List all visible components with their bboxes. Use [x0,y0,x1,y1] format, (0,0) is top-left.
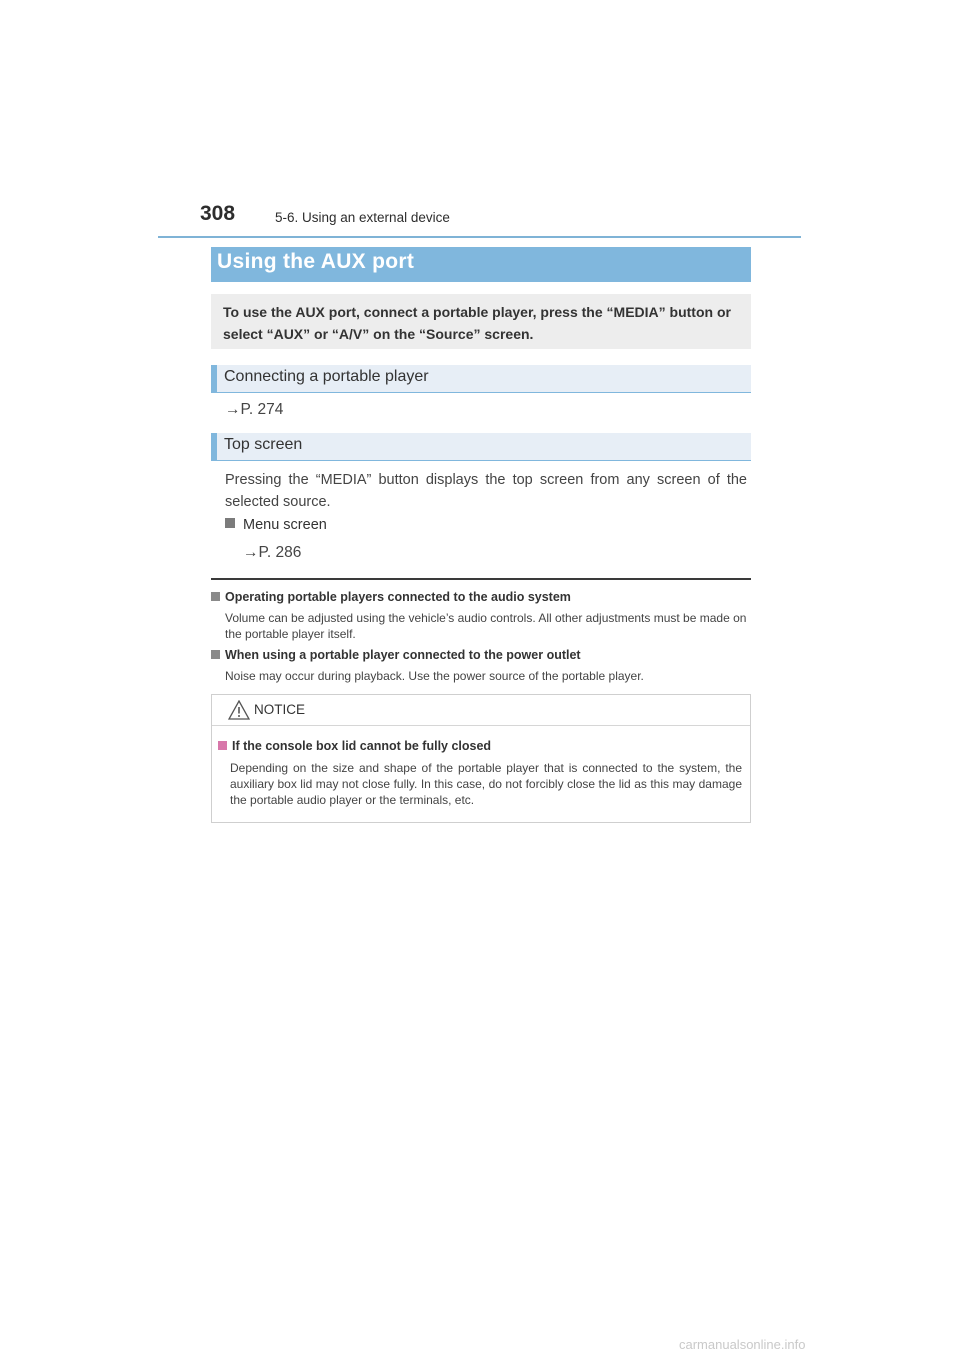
subsection-connecting-title: Connecting a portable player [224,368,429,385]
page-reference-link[interactable]: →P. 274 [225,401,284,418]
notice-label: NOTICE [254,702,306,717]
menu-screen-label: Menu screen [243,517,327,533]
square-bullet-icon [211,650,220,659]
watermark: carmanualsonline.info [679,1337,806,1352]
warning-triangle-icon [228,700,250,720]
subsection-connecting-bar [211,365,751,393]
notice-heading-text: If the console box lid cannot be fully closed [232,739,492,753]
pink-square-bullet-icon [218,741,227,750]
note-heading [211,648,581,662]
menu-screen-heading [225,517,327,533]
page-header [158,200,801,238]
notice-box [211,694,751,823]
square-bullet-icon [225,518,235,528]
notice-body: Depending on the size and shape of the portable player that is connected to the system, the auxiliary box lid may not close fully. In this case, do not forcibly close the lid as this may damage the portable audio player or the terminals, etc. [230,761,742,807]
note-heading-text: Operating portable players connected to the audio system [225,590,571,604]
section-title: Using the AUX port [217,250,415,273]
page-number: 308 [200,202,236,225]
divider [211,578,751,580]
notice-heading [218,739,491,753]
square-bullet-icon [211,592,220,601]
note-heading-text: When using a portable player connected to the power outlet [225,648,581,662]
subsection-top-screen-title: Top screen [224,436,303,453]
notice-header [212,695,750,726]
menu-screen-reference-link[interactable]: →P. 286 [243,544,302,561]
intro-box: To use the AUX port, connect a portable player, press the “MEDIA” button or select “AUX” or “A/V” on the “Source” screen. [211,294,751,349]
top-screen-description: Pressing the “MEDIA” button displays the top screen from any screen of the selected source. [225,472,747,510]
chapter-title: 5-6. Using an external device [275,210,450,225]
note-heading [211,590,571,604]
note-body: Noise may occur during playback. Use the power source of the portable player. [225,669,644,683]
note-body: Volume can be adjusted using the vehicle’s audio controls. All other adjustments must be made on the portable player itself. [225,611,747,641]
section-title-bar [211,247,751,282]
subsection-top-screen-bar [211,433,751,461]
